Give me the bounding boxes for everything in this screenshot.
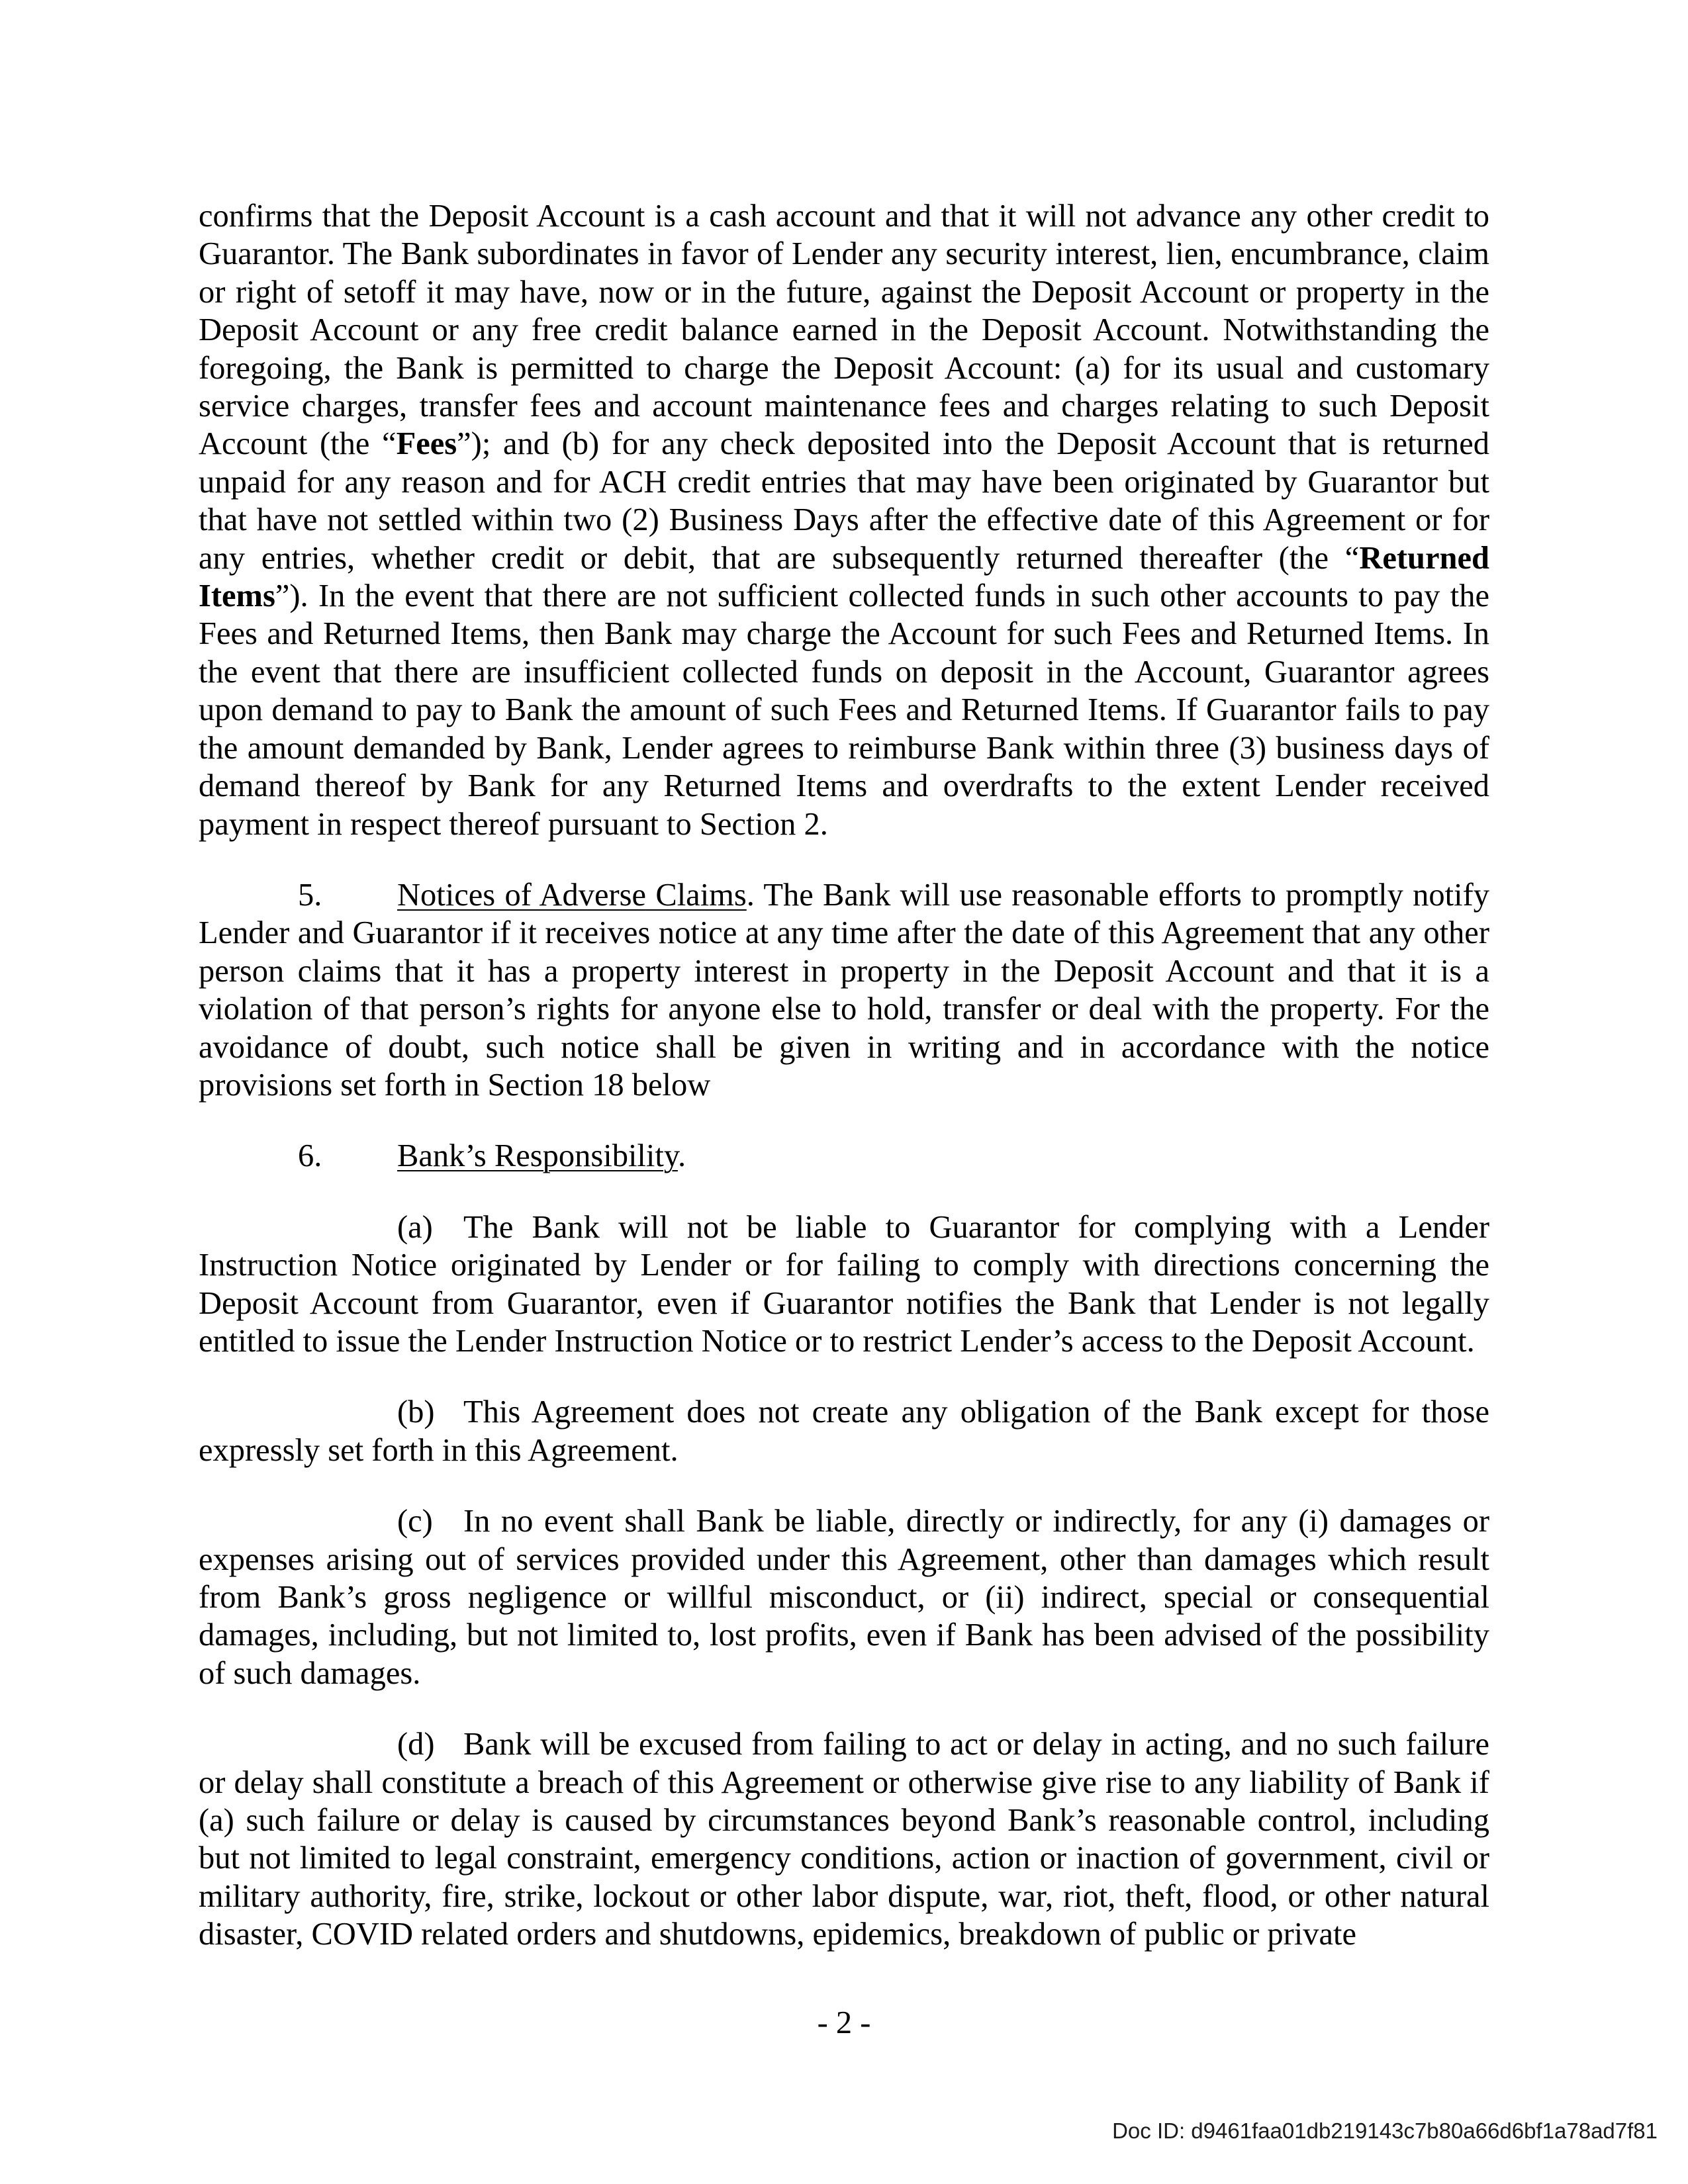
section-6c-text: In no event shall Bank be liable, directly or indirectly, for any (i) damages or expenses arising out of services provided under this Agreement, other than damages which result from Bank’s gross negligence or willful misconduct, or (ii) indirect, special or consequential damages, including, but not limited to, lost profits, even if Bank has been advised of the possibility of such damages. bbox=[199, 1504, 1489, 1691]
continuation-text-2: ”); and (b) for any check deposited into the Deposit Account that is returned unpaid for any reason and for ACH credit entries that may have been originated by Guarantor but that have not settled within two (2) Business Days after the effective date of this Agreement or for any entries, whether credit or debit, that are subsequently returned thereafter (the “ bbox=[199, 426, 1489, 576]
section-6-number: 6. bbox=[298, 1138, 322, 1174]
section-6d-label: (d) bbox=[397, 1727, 435, 1762]
section-6-heading-period: . bbox=[677, 1138, 686, 1174]
section-6d-text: Bank will be excused from failing to act or delay in acting, and no such failure or delay shall constitute a breach of this Agreement or otherwise give rise to any liability of Bank if (a) such failure or delay is caused by circumstances beyond Bank’s reasonable control, including but not limited to legal constraint, emergency conditions, action or inaction of government, civil or military authority, fire, strike, lockout or other labor dispute, war, riot, theft, flood, or other natural disaster, COVID related orders and shutdowns, epidemics, breakdown of public or private bbox=[199, 1727, 1489, 1952]
section-6a-paragraph bbox=[199, 1208, 1489, 1361]
section-5-heading: Notices of Adverse Claims bbox=[397, 877, 747, 913]
section-5-heading-period: . bbox=[746, 877, 755, 913]
continuation-text-3: ”). In the event that there are not sufficient collected funds in such other accounts to pay the Fees and Returned Items, then Bank may charge the Account for such Fees and Returned Items. In the event that there are insufficient collected funds on deposit in the Account, Guarantor agrees upon demand to pay to Bank the amount of such Fees and Returned Items. If Guarantor fails to pay the amount demanded by Bank, Lender agrees to reimburse Bank within three (3) business days of demand thereof by Bank for any Returned Items and overdrafts to the extent Lender received payment in respect thereof pursuant to Section 2. bbox=[199, 578, 1489, 842]
continuation-text-1: confirms that the Deposit Account is a cash account and that it will not advance any other credit to Guarantor. The Bank subordinates in favor of Lender any security interest, lien, encumbrance, claim or right of setoff it may have, now or in the future, against the Deposit Account or property in the Deposit Account or any free credit balance earned in the Deposit Account. Notwithstanding the foregoing, the Bank is permitted to charge the Deposit Account: (a) for its usual and customary service charges, transfer fees and account maintenance fees and charges relating to such Deposit Account (the “ bbox=[199, 199, 1489, 462]
section-5-paragraph bbox=[199, 876, 1489, 1104]
defined-term-returned-items: Returned Items bbox=[199, 540, 1489, 614]
section-6b-paragraph bbox=[199, 1393, 1489, 1469]
section-6b-text: This Agreement does not create any obligation of the Bank except for those expressly set forth in this Agreement. bbox=[199, 1394, 1489, 1468]
section-6a-text: The Bank will not be liable to Guarantor for complying with a Lender Instruction Notice originated by Lender or for failing to comply with directions concerning the Deposit Account from Guarantor, even if Guarantor notifies the Bank that Lender is not legally entitled to issue the Lender Instruction Notice or to restrict Lender’s access to the Deposit Account. bbox=[199, 1209, 1489, 1359]
page-body bbox=[199, 197, 1489, 1954]
continuation-paragraph bbox=[199, 197, 1489, 843]
section-5-number: 5. bbox=[298, 877, 322, 913]
section-6-heading: Bank’s Responsibility bbox=[397, 1138, 678, 1174]
section-6d-paragraph bbox=[199, 1725, 1489, 1953]
defined-term-fees: Fees bbox=[396, 426, 457, 462]
section-5-body: The Bank will use reasonable efforts to promptly notify Lender and Guarantor if it receives notice at any time after the date of this Agreement that any other person claims that it has a property interest in property in the Deposit Account and that it is a violation of that person’s rights for anyone else to hold, transfer or deal with the property. For the avoidance of doubt, such notice shall be given in writing and in accordance with the notice provisions set forth in Section 18 below bbox=[199, 877, 1489, 1103]
section-6c-paragraph bbox=[199, 1502, 1489, 1692]
section-6b-label: (b) bbox=[397, 1394, 435, 1430]
section-6c-label: (c) bbox=[397, 1504, 433, 1539]
section-6a-label: (a) bbox=[397, 1209, 433, 1245]
section-6-heading-line bbox=[199, 1137, 1489, 1175]
page-number: - 2 - bbox=[817, 2005, 871, 2040]
doc-id: Doc ID: d9461faa01db219143c7b80a66d6bf1a78ad7f81 bbox=[1112, 2118, 1658, 2143]
